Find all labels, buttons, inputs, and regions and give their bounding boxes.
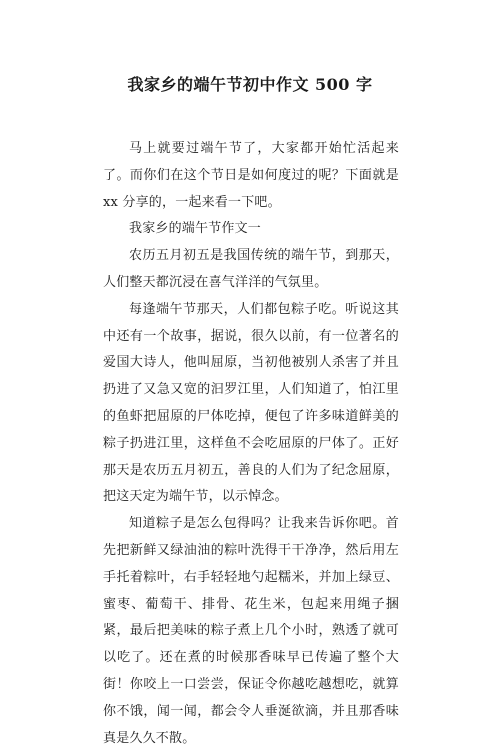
document-body [103,136,399,752]
paragraph: 农历五月初五是我国传统的端午节，到那天，人们整天都沉浸在喜气洋洋的气氛里。 [103,248,399,290]
paragraph-subheading: 我家乡的端午节作文一 [129,221,262,237]
document-title: 我家乡的端午节初中作文 500 字 [127,75,373,94]
paragraph: 知道粽子是怎么包得吗？让我来告诉你吧。首先把新鲜又绿油油的粽叶洗得干干净净，然后用左手托着粽叶，右手轻轻地勺起糯米，并加上绿豆、蜜枣、葡萄干、排骨、花生米，包起来用绳子捆紧，最后把美味的粽子煮上几个小时，熟透了就可以吃了。还在煮的时候那香味早已传遍了整个大街！你咬上一口尝尝，保证令你越吃越想吃，就算你不饿，闻一闻，都会令人垂涎欲滴，并且那香味真是久久不散。 [103,516,399,746]
paragraph: 每逢端午节那天，人们都包粽子吃。听说这其中还有一个故事，据说，很久以前，有一位著名的爱国大诗人，他叫屈原，当初他被别人杀害了并且扔进了又急又宽的汩罗江里，人们知道了，怕江里的鱼虾把屈原的尸体吃掉，便包了许多味道鲜美的粽子扔进江里，这样鱼不会吃屈原的尸体了。正好那天是农历五月初五，善良的人们为了纪念屈原，把这天定为端午节，以示悼念。 [103,301,399,505]
paragraph-intro: 马上就要过端午节了，大家都开始忙活起来了。而你们在这个节日是如何度过的呢？下面就是 xx 分享的，一起来看一下吧。 [103,141,399,210]
